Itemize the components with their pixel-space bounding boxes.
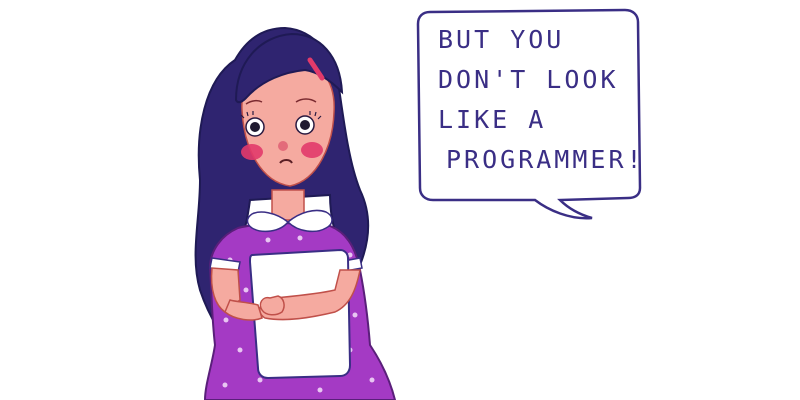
speech-line-2: DON'T LOOK	[438, 65, 619, 94]
speech-line-1: BUT YOU	[438, 25, 565, 54]
left-cheek	[241, 144, 263, 160]
right-cheek	[301, 142, 323, 158]
speech-line-4: PROGRAMMER!	[446, 145, 645, 174]
hand	[260, 296, 284, 315]
speech-line-3: LIKE A	[438, 105, 547, 134]
nose	[278, 141, 288, 151]
speech-bubble-text	[438, 20, 648, 180]
